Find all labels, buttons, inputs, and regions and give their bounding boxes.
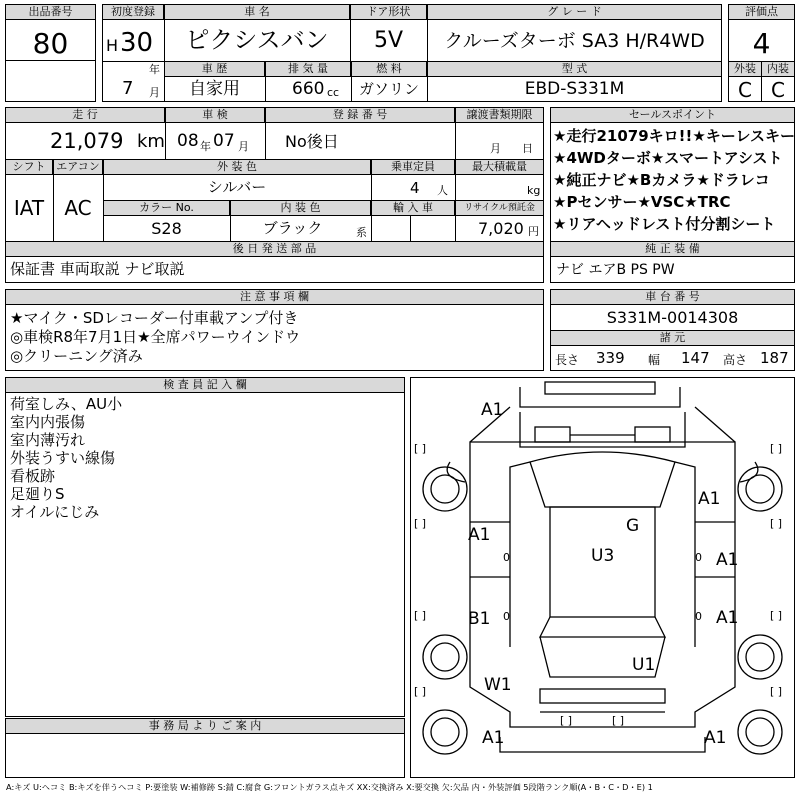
bracket-mark: [ ]	[770, 609, 783, 622]
inspector-line: 室内内張傷	[10, 413, 86, 431]
damage-mark: G	[626, 516, 640, 536]
history-value: 自家用	[189, 79, 240, 99]
displacement-value: 660	[292, 79, 325, 99]
chassis-label: 車 台 番 号	[550, 289, 795, 305]
transfer-month: 月	[490, 142, 501, 155]
model-value: EBD-S331M	[524, 79, 625, 99]
grade-label: グ レ ー ド	[427, 4, 722, 20]
door-label: ドア形状	[350, 4, 427, 20]
office-label: 事 務 局 よ り ご 案 内	[5, 718, 405, 734]
height-value: 187	[760, 349, 789, 367]
ext-grade-label: 外装	[728, 61, 762, 77]
shift-label: シフト	[5, 159, 53, 175]
ac-label: エアコン	[53, 159, 103, 175]
bracket-mark: [ ]	[770, 685, 783, 698]
lot-number-label: 出品番号	[5, 4, 96, 20]
lot-number-value: 80	[32, 27, 69, 60]
score-label: 評価点	[728, 4, 795, 20]
fuel-label: 燃 料	[351, 61, 427, 77]
mileage-label: 走 行	[5, 107, 165, 123]
bracket-mark: [ ]	[414, 685, 427, 698]
fuel-value: ガソリン	[358, 80, 419, 98]
ext-color-label: 外 装 色	[103, 159, 371, 175]
ac-value: AC	[64, 196, 92, 220]
width-value: 147	[681, 349, 710, 367]
year-unit: 年	[149, 63, 160, 76]
ext-grade-value: C	[738, 78, 752, 102]
bracket-mark: [ ]	[414, 517, 427, 530]
inspector-line: 足廻りS	[10, 485, 65, 503]
int-grade-value: C	[771, 78, 785, 102]
inspection-month-unit: 月	[238, 140, 249, 153]
int-color-unit: 系	[356, 226, 367, 239]
zero-mark: 0	[503, 551, 510, 564]
zero-mark: 0	[695, 551, 702, 564]
factory-equipment-label: 純 正 装 備	[550, 241, 795, 257]
inspector-line: 荷室しみ、AU小	[10, 395, 123, 413]
bracket-mark: [ ]	[612, 714, 625, 727]
model-label: 型 式	[427, 61, 722, 77]
damage-mark: B1	[468, 609, 491, 629]
car-name-label: 車 名	[164, 4, 350, 20]
import-label: 輸 入 車	[371, 200, 455, 216]
bracket-mark: [ ]	[770, 442, 783, 455]
first-reg-label: 初度登録	[102, 4, 164, 20]
color-no-value: S28	[151, 219, 182, 238]
bracket-mark: [ ]	[560, 714, 573, 727]
damage-mark: A1	[468, 525, 491, 545]
max-load-label: 最大積載量	[455, 159, 544, 175]
int-color-value: ブラック	[262, 219, 323, 237]
color-no-label: カラー No.	[103, 200, 230, 216]
inspection-year-unit: 年	[200, 140, 211, 153]
car-outline-diagram	[410, 377, 795, 778]
later-parts-label: 後 日 発 送 部 品	[5, 241, 544, 257]
era-letter: H	[106, 36, 119, 55]
displacement-label: 排 気 量	[265, 61, 351, 77]
sales-point-line: ★4WDターボ★スマートアシスト	[553, 149, 783, 167]
inspector-line: オイルにじみ	[10, 503, 100, 521]
sales-point-line: ★走行21079キロ!!★キーレスキー	[553, 127, 796, 145]
recycle-value: 7,020	[478, 219, 524, 238]
inspector-line: 外装うすい線傷	[10, 449, 116, 467]
recycle-unit: 円	[528, 225, 539, 238]
plate-label: 登 録 番 号	[265, 107, 455, 123]
damage-mark: A1	[716, 608, 739, 628]
notes-label: 注 意 事 項 欄	[5, 289, 544, 305]
inspector-line: 室内薄汚れ	[10, 431, 86, 449]
legend-text: A:キズ U:ヘコミ B:キズを伴うヘコミ P:要塗装 W:補修跡 S:錆 C:腐食 G:フロントガラス点キズ XX:交換済み X:要交換 欠:欠品 内・外装評価 5段階ランク順(A・B・C・D・E) 1	[6, 782, 653, 792]
car-name: ピクシスバン	[185, 26, 329, 54]
height-label: 高さ	[723, 353, 748, 367]
shift-value: IAT	[13, 196, 45, 220]
first-reg-year: 30	[120, 28, 154, 58]
history-label: 車 歴	[164, 61, 265, 77]
sales-points-label: セールスポイント	[550, 107, 795, 123]
chassis-value: S331M-0014308	[606, 308, 739, 327]
capacity-unit: 人	[437, 184, 448, 197]
mileage-unit: km	[137, 131, 165, 152]
int-grade-label: 内装	[761, 61, 795, 77]
inspector-label: 検 査 員 記 入 欄	[5, 377, 405, 393]
mileage-value: 21,079	[50, 129, 124, 153]
note-line: ◎クリーニング済み	[10, 347, 143, 365]
inspection-year: 08	[177, 131, 199, 151]
damage-mark: U3	[591, 546, 615, 566]
damage-mark: W1	[484, 675, 512, 695]
sales-point-line: ★Pセンサー★VSC★TRC	[553, 193, 731, 211]
dims-label: 諸 元	[550, 330, 795, 346]
damage-mark: A1	[716, 550, 739, 570]
capacity-value: 4	[410, 179, 420, 197]
recycle-label: リサイクル預託金	[455, 200, 544, 216]
inspector-line: 看板跡	[10, 467, 56, 485]
bracket-mark: [ ]	[414, 609, 427, 622]
int-color-label: 内 装 色	[230, 200, 371, 216]
ext-color-value: シルバー	[207, 178, 267, 196]
damage-mark: U1	[632, 655, 656, 675]
factory-equipment-value: ナビ エアB PS PW	[556, 262, 675, 278]
damage-mark: A1	[704, 728, 727, 748]
inspection-label: 車 検	[165, 107, 265, 123]
bracket-mark: [ ]	[770, 517, 783, 530]
grade-value: クルーズターボ SA3 H/R4WD	[444, 30, 705, 52]
note-line: ★マイク・SDレコーダー付車載アンプ付き	[10, 309, 299, 327]
transfer-label: 譲渡書類期限	[455, 107, 544, 123]
zero-mark: 0	[503, 610, 510, 623]
damage-mark: A1	[698, 489, 721, 509]
plate-value: No後日	[285, 132, 339, 151]
score-value: 4	[752, 27, 771, 60]
note-line: ◎車検R8年7月1日★全席パワーウインドウ	[10, 328, 301, 346]
month-unit: 月	[149, 86, 160, 99]
capacity-label: 乗車定員	[371, 159, 455, 175]
later-parts-value: 保証書 車両取説 ナビ取説	[10, 260, 185, 278]
door-value: 5V	[373, 28, 404, 53]
sales-point-line: ★リアヘッドレスト付分割シート	[553, 215, 776, 233]
damage-mark: A1	[481, 400, 504, 420]
first-reg-month: 7	[122, 78, 134, 99]
length-label: 長さ	[555, 353, 580, 367]
length-value: 339	[596, 349, 625, 367]
displacement-unit: cc	[327, 86, 340, 99]
width-label: 幅	[648, 353, 661, 367]
damage-mark: A1	[482, 728, 505, 748]
bracket-mark: [ ]	[414, 442, 427, 455]
transfer-day: 日	[522, 142, 533, 155]
sales-point-line: ★純正ナビ★Bカメラ★ドラレコ	[553, 171, 770, 189]
zero-mark: 0	[695, 610, 702, 623]
inspection-month: 07	[213, 131, 235, 151]
max-load-unit: kg	[527, 184, 541, 197]
